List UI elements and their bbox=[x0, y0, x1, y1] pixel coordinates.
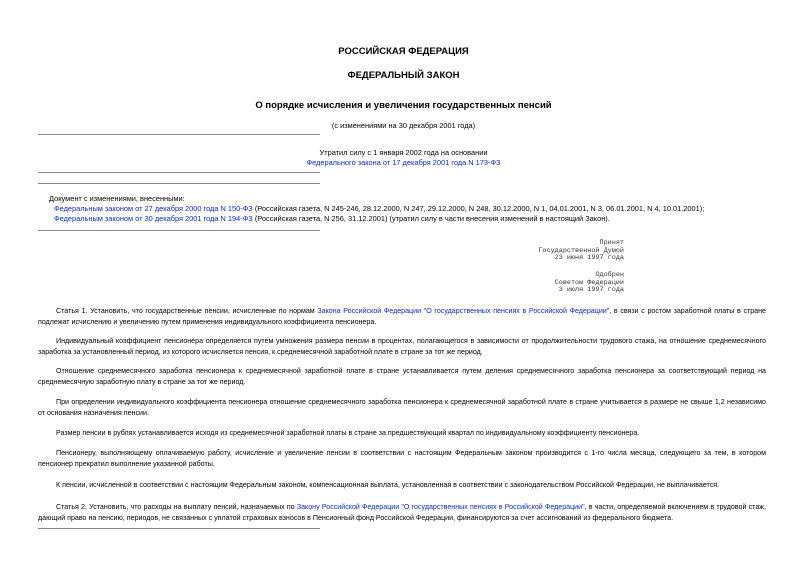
body-paragraph: К пенсии, исчисленной в соответствии с настоящим Федеральным законом, компенсационная выплата, установленная в соответствии с законодательством Российской Федерации, не выплачивается. bbox=[56, 481, 720, 489]
adoption-approved bbox=[404, 272, 624, 295]
adoption-accepted bbox=[404, 240, 624, 263]
amendments-intro: Документ с изменениями, внесенными: bbox=[49, 194, 185, 203]
divider bbox=[38, 230, 320, 231]
country-heading: РОССИЙСКАЯ ФЕДЕРАЦИЯ bbox=[338, 46, 469, 57]
divider bbox=[38, 528, 320, 529]
divider bbox=[38, 172, 320, 173]
law-title: О порядке исчисления и увеличения государственных пенсий bbox=[255, 100, 552, 111]
body-paragraph: Пенсионеру, выполняющему оплачиваемую работу, исчисление и увеличение пенсии в соответствии с настоящим Федеральным законом производится с 1-го числа месяца, следующего за тем, в котором пенсионер прекратил выполнение указанной работы. bbox=[38, 449, 766, 468]
repeal-law-link[interactable]: Федерального закона от 17 декабря 2001 года N 173-ФЗ bbox=[306, 158, 501, 167]
body-paragraph: При определении индивидуального коэффициента пенсионера отношение среднемесячного заработка пенсионера к среднемесячной заработной плате в стране учитывается в размере не свыше 1,2 независимо от основания назначения пенсии. bbox=[38, 398, 766, 417]
amendments-block bbox=[49, 194, 769, 224]
changes-note: (с изменениями на 30 декабря 2001 года) bbox=[331, 121, 476, 130]
amendment-text: (Российская газета, N 256, 31.12.2001) (утратил силу в части внесения изменений в настоящий Закон). bbox=[252, 214, 610, 223]
pension-law-link[interactable]: Закона Российской Федерации "О государственных пенсиях в Российской Федерации" bbox=[317, 307, 610, 315]
body-paragraph: Размер пенсии в рублях устанавливается исходя из среднемесячной заработной платы в стране за предшествующий квартал по индивидуальному коэффициенту пенсионера. bbox=[56, 429, 640, 437]
approved-line: Советом Федерации bbox=[554, 278, 624, 287]
body-paragraph: Отношение среднемесячного заработка пенсионера к среднемесячной заработной плате в стране устанавливается путем деления среднемесячного заработка пенсионера за соответствующий период на среднемесячную заработную плату в стране за тот же период. bbox=[38, 367, 766, 386]
accepted-line: Принят bbox=[599, 239, 624, 247]
accepted-line: 23 июня 1997 года bbox=[554, 254, 624, 263]
amendment-text: (Российская газета, N 245-246, 28.12.2000, N 247, 29.12.2000, N 248, 30.12.2000, N 1, 04.01.2001, N 3, 06.01.2001, N 4, 10.01.2001); bbox=[252, 204, 705, 213]
approved-line: 3 июля 1997 года bbox=[558, 286, 624, 295]
amendment-item bbox=[49, 204, 769, 214]
accepted-line: Государственной Думой bbox=[538, 246, 624, 255]
repeal-text: Утратил силу с 1 января 2002 года на основании bbox=[319, 148, 488, 157]
amendment-law-link[interactable]: Федеральным законом от 27 декабря 2000 года N 150-ФЗ bbox=[54, 204, 253, 213]
amendment-item bbox=[49, 214, 769, 224]
pension-law-link[interactable]: Закону Российской Федерации "О государственных пенсиях в Российской Федерации" bbox=[296, 503, 585, 511]
article-2-paragraph: Статья 2. Установить, что расходы на выплату пенсий, назначаемых по Закону Российской Федерации "О государственных пенсиях в Российской Федерации", в части, определяемой включением в трудовой стаж, дающий право на пенсию, периодов, не связанных с уплатой страховых взносов в Пенсионный фонд Российской Федерации, финансируются за счет ассигнований из федерального бюджета. bbox=[38, 503, 766, 522]
divider bbox=[38, 183, 320, 184]
amendment-law-link[interactable]: Федеральным законом от 30 декабря 2001 года N 194-ФЗ bbox=[54, 214, 253, 223]
divider bbox=[38, 134, 320, 135]
repeal-note bbox=[0, 148, 807, 168]
body-paragraph: Индивидуальный коэффициент пенсионера определяется путем умножения размера пенсии в процентах, полагающегося в зависимости от продолжительности трудового стажа, на отношение среднемесячного заработка за установленный период, из которого исчисляется пенсия, к среднемесячной заработной плате в стране за тот же период. bbox=[38, 337, 766, 356]
approved-line: Одобрен bbox=[595, 271, 624, 279]
law-type-heading: ФЕДЕРАЛЬНЫЙ ЗАКОН bbox=[347, 70, 460, 81]
article-1-paragraph: Статья 1. Установить, что государственные пенсии, исчисленные по нормам Закона Российской Федерации "О государственных пенсиях в Российской Федерации", в связи с ростом заработной платы в стране подлежат исчислению и увеличению путем применения индивидуального коэффициента пенсионера. bbox=[38, 307, 766, 326]
